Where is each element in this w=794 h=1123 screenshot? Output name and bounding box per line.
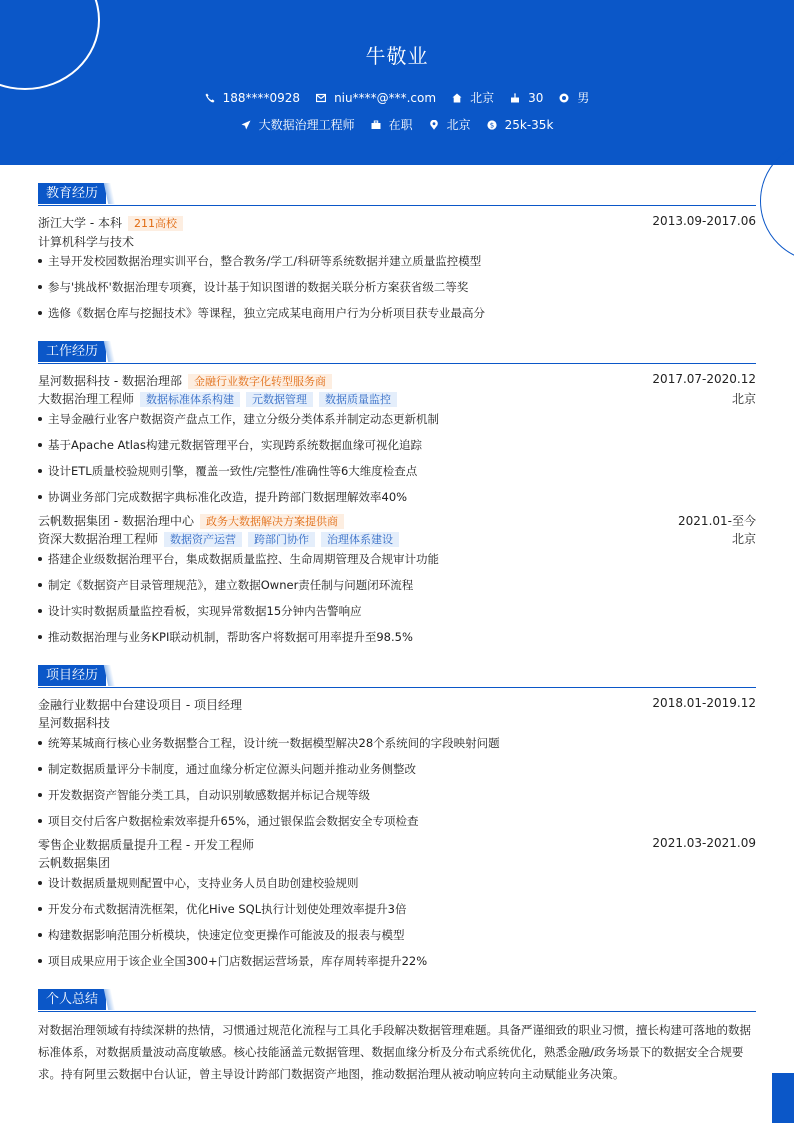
- job-company-line: [38, 372, 756, 389]
- school-name: 浙江大学 - 本科: [38, 216, 122, 230]
- list-item: 搭建企业级数据治理平台，集成数据质量监控、生命周期管理及合规审计功能: [38, 551, 756, 567]
- list-item: 设计ETL质量校验规则引擎，覆盖一致性/完整性/准确性等6大维度检查点: [38, 463, 756, 479]
- list-item: 设计数据质量规则配置中心，支持业务人员自助创建校验规则: [38, 875, 756, 891]
- project-period: 2018.01-2019.12: [652, 696, 756, 710]
- skill-tag: 跨部门协作: [248, 532, 315, 547]
- project-company: 云帆数据集团: [38, 856, 111, 870]
- job-company-line: [38, 512, 756, 529]
- cake-icon: [510, 93, 520, 103]
- job-role: 大数据治理工程师: [38, 392, 135, 406]
- company-name: 星河数据科技 - 数据治理部: [38, 374, 182, 388]
- list-item: 参与'挑战杯'数据治理专项赛，设计基于知识图谱的数据关联分析方案获省级二等奖: [38, 279, 756, 295]
- education-section-header: [38, 183, 756, 206]
- list-item: 开发数据资产智能分类工具，自动识别敏感数据并标记合规等级: [38, 787, 756, 803]
- list-item: 选修《数据仓库与挖掘技术》等课程，独立完成某电商用户行为分析项目获专业最高分: [38, 305, 756, 321]
- summary-text: 对数据治理领域有持续深耕的热情，习惯通过规范化流程与工具化手段解决数据管理难题。具备严谨细致的职业习惯，擅长构建可落地的数据标准体系，对数据质量波动高度敏感。核心技能涵盖元数据管理、数据血缘分析及分布式系统优化，熟悉金融/政务场景下的数据安全合规要求。持有阿里云数据中台认证，曾主导设计跨部门数据资产地图，推动数据治理从被动响应转向主动赋能业务决策。: [38, 1023, 751, 1081]
- project-period: 2021.03-2021.09: [652, 836, 756, 850]
- work-section-header: [38, 341, 756, 364]
- gender-icon: [559, 93, 569, 103]
- skill-tag: 数据质量监控: [319, 392, 397, 407]
- project-company: 星河数据科技: [38, 716, 111, 730]
- list-item: 统筹某城商行核心业务数据整合工程，设计统一数据模型解决28个系统间的字段映射问题: [38, 735, 756, 751]
- list-item: 项目交付后客户数据检索效率提升65%，通过银保监会数据安全专项检查: [38, 813, 756, 829]
- job-role: 资深大数据治理工程师: [38, 532, 159, 546]
- job-city: 北京: [731, 392, 756, 406]
- status-item: [371, 116, 413, 133]
- project-name: 零售企业数据质量提升工程 - 开发工程师: [38, 838, 254, 852]
- phone-icon: [205, 93, 215, 103]
- skill-tag: 数据资产运营: [164, 532, 242, 547]
- education-school-line: [38, 214, 756, 231]
- skill-tag: 数据标准体系构建: [140, 392, 240, 407]
- candidate-name: 牛敬业: [365, 44, 429, 68]
- list-item: 构建数据影响范围分析模块，快速定位变更操作可能波及的报表与模型: [38, 927, 756, 943]
- list-item: 基于Apache Atlas构建元数据管理平台，实现跨系统数据血缘可视化追踪: [38, 437, 756, 453]
- list-item: 推动数据治理与业务KPI联动机制，帮助客户将数据可用率提升至98.5%: [38, 629, 756, 645]
- home-icon: [452, 93, 462, 103]
- project-name-line: [38, 836, 756, 853]
- company-name: 云帆数据集团 - 数据治理中心: [38, 514, 194, 528]
- company-tag: 金融行业数字化转型服务商: [188, 374, 332, 389]
- age-item: [510, 91, 543, 105]
- job-period: 2017.07-2020.12: [652, 372, 756, 386]
- job-title-text: 大数据治理工程师: [258, 118, 355, 132]
- gender-text: 男: [577, 91, 590, 105]
- city-item: [429, 116, 471, 133]
- list-item: 设计实时数据质量监控看板，实现异常数据15分钟内告警响应: [38, 603, 756, 619]
- list-item: 项目成果应用于该企业全国300+门店数据运营场景，库存周转率提升22%: [38, 953, 756, 969]
- email-text: niu****@***.com: [334, 90, 437, 105]
- city-text: 北京: [446, 118, 471, 132]
- contact-row: [0, 89, 794, 106]
- phone-text: 188****0928: [222, 90, 301, 105]
- education-period: 2013.09-2017.06: [652, 214, 756, 228]
- projects-section-header: [38, 665, 756, 688]
- summary-section-header: [38, 989, 756, 1012]
- location-text: 北京: [470, 91, 495, 105]
- project-name-line: [38, 696, 756, 713]
- briefcase-icon: [371, 120, 381, 130]
- job-role-line: [38, 390, 756, 407]
- list-item: 主导金融行业客户数据资产盘点工作，建立分级分类体系并制定动态更新机制: [38, 411, 756, 427]
- svg-text:$: $: [489, 121, 494, 130]
- salary-item: [487, 118, 554, 132]
- job-title-item: [241, 116, 355, 133]
- decor-corner-block: [772, 1073, 794, 1123]
- map-pin-icon: [429, 120, 439, 130]
- list-item: 主导开发校园数据治理实训平台，整合教务/学工/科研等系统数据并建立质量监控模型: [38, 253, 756, 269]
- section-title: 个人总结: [38, 989, 106, 1010]
- list-item: 制定《数据资产目录管理规范》，建立数据Owner责任制与问题闭环流程: [38, 577, 756, 593]
- location-item: [452, 89, 494, 106]
- education-major: 计算机科学与技术: [38, 235, 135, 249]
- salary-text: 25k-35k: [504, 117, 554, 132]
- email-item: [316, 91, 436, 105]
- resume-header: [0, 0, 794, 165]
- list-item: 协调业务部门完成数据字典标准化改造，提升跨部门数据理解效率40%: [38, 489, 756, 505]
- money-icon: [487, 120, 497, 130]
- job-intent-row: [0, 116, 794, 133]
- section-title: 教育经历: [38, 183, 106, 204]
- status-text: 在职: [388, 118, 413, 132]
- job-role-line: [38, 530, 756, 547]
- job-period: 2021.01-至今: [678, 514, 756, 528]
- skill-tag: 元数据管理: [246, 392, 313, 407]
- skill-tag: 治理体系建设: [321, 532, 399, 547]
- project-name: 金融行业数据中台建设项目 - 项目经理: [38, 698, 242, 712]
- list-item: 开发分布式数据清洗框架，优化Hive SQL执行计划使处理效率提升3倍: [38, 901, 756, 917]
- email-icon: [316, 93, 326, 103]
- age-text: 30: [528, 90, 544, 105]
- section-title: 工作经历: [38, 341, 106, 362]
- company-tag: 政务大数据解决方案提供商: [200, 514, 344, 529]
- list-item: 制定数据质量评分卡制度，通过血缘分析定位源头问题并推动业务侧整改: [38, 761, 756, 777]
- gender-item: [559, 89, 589, 106]
- job-city: 北京: [731, 532, 756, 546]
- send-icon: [241, 120, 251, 130]
- school-tag: 211高校: [128, 216, 183, 231]
- phone-item: [205, 91, 300, 105]
- section-title: 项目经历: [38, 665, 106, 686]
